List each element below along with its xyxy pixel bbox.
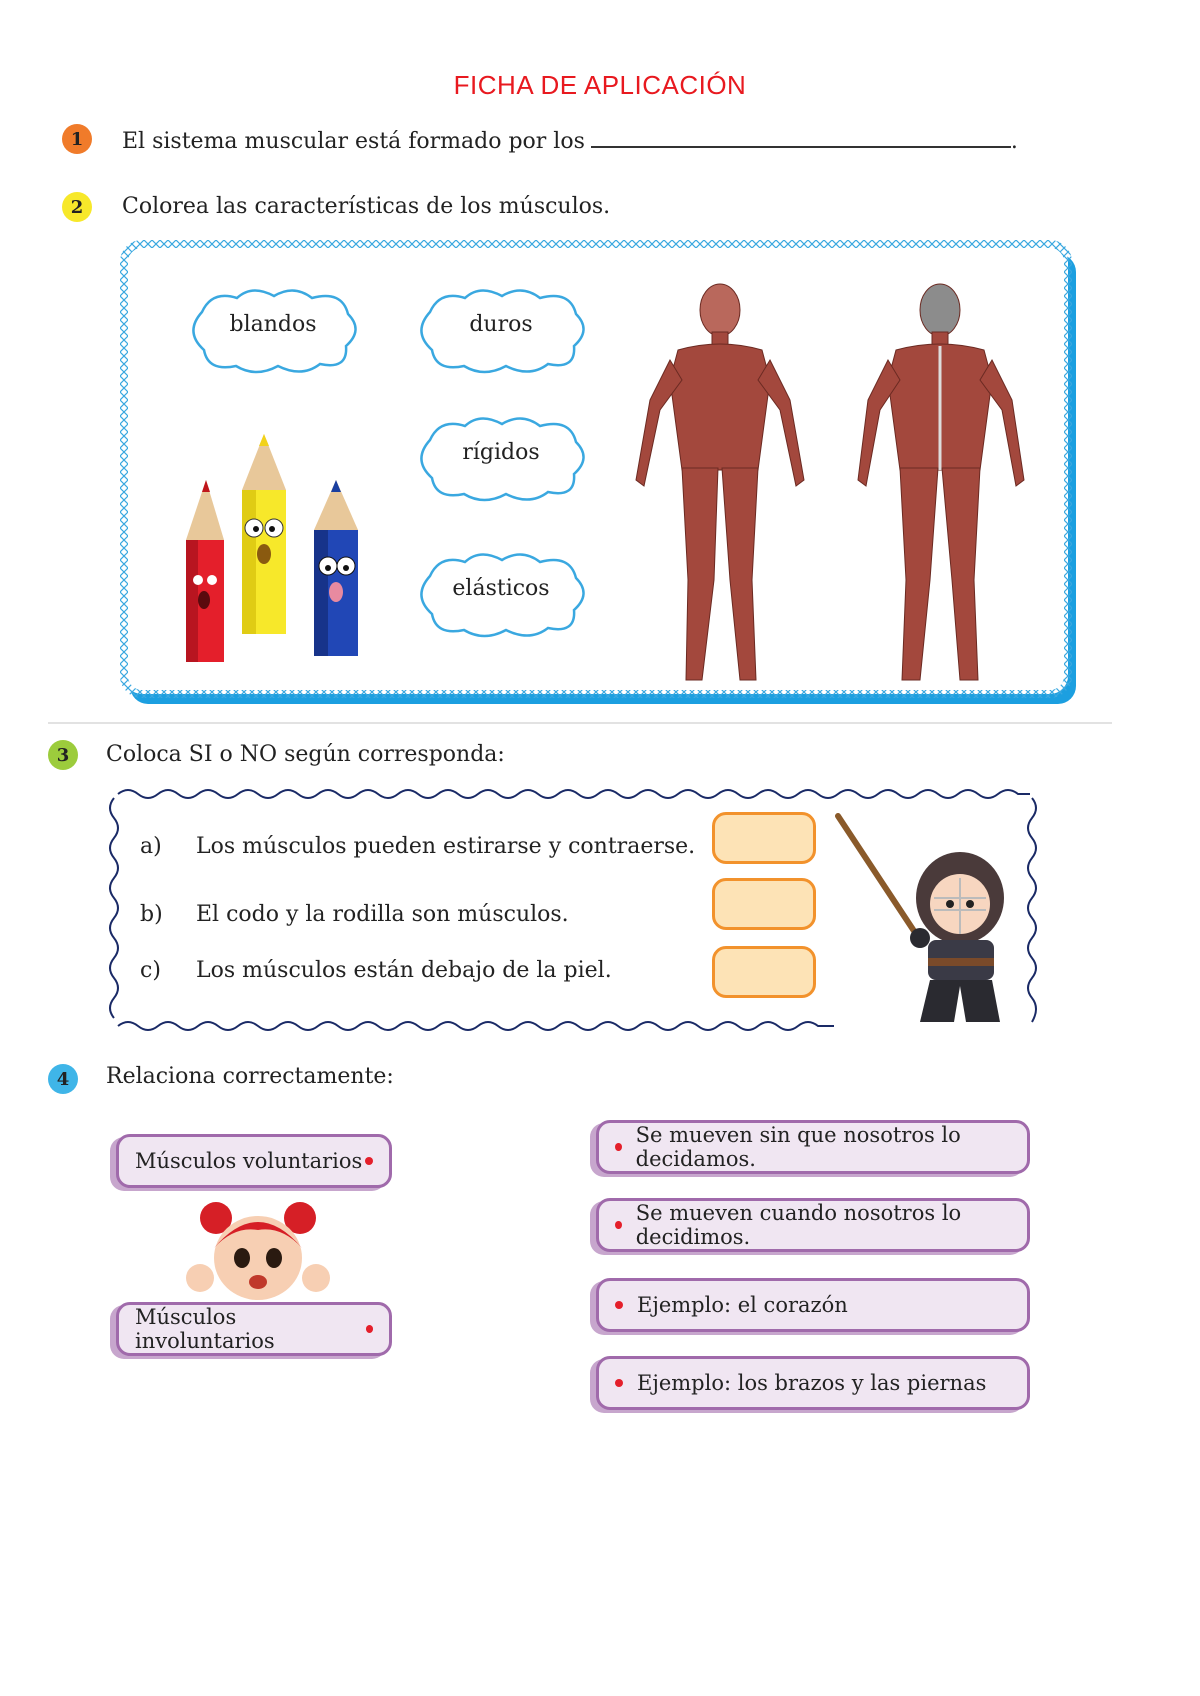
match-right-option-4-label: Ejemplo: los brazos y las piernas bbox=[637, 1371, 987, 1395]
match-right-option-2-label: Se mueven cuando nosotros lo decidimos. bbox=[635, 1201, 962, 1249]
item-a-text: Los músculos pueden estirarse y contraerse. bbox=[196, 834, 696, 859]
match-dot[interactable] bbox=[365, 1157, 373, 1165]
match-right-option-2[interactable] bbox=[596, 1198, 1030, 1252]
item-a-letter: a) bbox=[140, 834, 162, 859]
match-left-involuntarios-label: Músculos involuntarios bbox=[135, 1305, 275, 1353]
question-1 bbox=[122, 126, 1018, 154]
match-left-involuntarios[interactable] bbox=[116, 1302, 392, 1356]
pencils-illustration bbox=[176, 430, 376, 670]
answer-blank-line[interactable] bbox=[591, 126, 1011, 148]
match-dot[interactable] bbox=[615, 1379, 623, 1387]
item-c-text: Los músculos están debajo de la piel. bbox=[196, 958, 612, 983]
match-right-option-4[interactable] bbox=[596, 1356, 1030, 1410]
match-dot[interactable] bbox=[615, 1143, 622, 1151]
match-right-option-3[interactable] bbox=[596, 1278, 1030, 1332]
match-dot[interactable] bbox=[615, 1221, 622, 1229]
word-elasticos: elásticos bbox=[452, 576, 550, 601]
question-4-text: Relaciona correctamente: bbox=[106, 1064, 394, 1089]
item-b-letter: b) bbox=[140, 902, 163, 927]
question-1-text: El sistema muscular está formado por los bbox=[122, 129, 585, 154]
question-1-number: 1 bbox=[62, 124, 92, 154]
question-2-text: Colorea las características de los músculos. bbox=[122, 194, 611, 219]
word-blandos: blandos bbox=[229, 312, 317, 337]
question-1-end: . bbox=[1010, 129, 1018, 154]
answer-box-b[interactable] bbox=[712, 878, 816, 930]
answer-box-a[interactable] bbox=[712, 812, 816, 864]
question-3-text: Coloca SI o NO según corresponda: bbox=[106, 742, 505, 767]
match-left-voluntarios[interactable] bbox=[116, 1134, 392, 1188]
match-dot[interactable] bbox=[366, 1325, 373, 1333]
page-title: FICHA DE APLICACIÓN bbox=[453, 70, 747, 100]
match-left-voluntarios-label: Músculos voluntarios bbox=[135, 1149, 363, 1173]
item-b-text: El codo y la rodilla son músculos. bbox=[196, 902, 569, 927]
kendo-kid-illustration bbox=[830, 808, 1030, 1038]
match-dot[interactable] bbox=[615, 1301, 623, 1309]
match-right-option-1-label: Se mueven sin que nosotros lo decidamos. bbox=[635, 1123, 961, 1171]
match-right-option-3-label: Ejemplo: el corazón bbox=[637, 1293, 848, 1317]
girl-illustration bbox=[186, 1196, 330, 1302]
section-divider bbox=[48, 722, 1112, 724]
question-2-number: 2 bbox=[62, 192, 92, 222]
muscular-system-illustration bbox=[630, 280, 1050, 690]
question-4-number: 4 bbox=[48, 1064, 78, 1094]
question-3-number: 3 bbox=[48, 740, 78, 770]
match-right-option-1[interactable] bbox=[596, 1120, 1030, 1174]
item-c-letter: c) bbox=[140, 958, 161, 983]
answer-box-c[interactable] bbox=[712, 946, 816, 998]
word-duros: duros bbox=[469, 312, 533, 337]
word-rigidos: rígidos bbox=[462, 440, 540, 465]
